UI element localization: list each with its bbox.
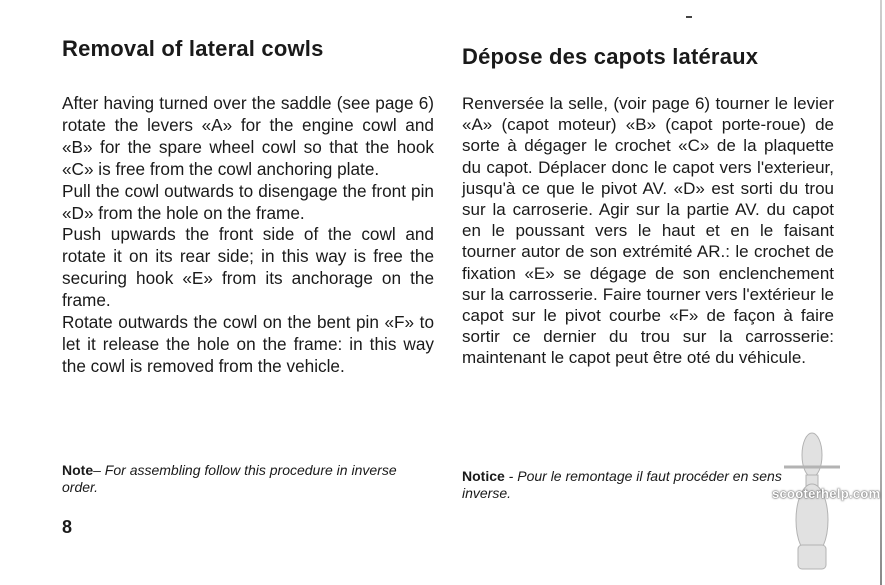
french-heading: Dépose des capots latéraux bbox=[462, 44, 759, 69]
english-note-label: Note bbox=[62, 462, 94, 478]
english-paragraph-4: Rotate outwards the cowl on the bent pin «F» to let it release the hole on the frame: in this way the cowl is removed from the vehicle. bbox=[62, 312, 434, 376]
scan-mark bbox=[686, 16, 692, 18]
english-body bbox=[62, 93, 434, 378]
french-body bbox=[462, 93, 834, 369]
english-paragraph-2: Pull the cowl outwards to disengage the front pin «D» from the hole on the frame. bbox=[62, 180, 434, 223]
english-column bbox=[62, 36, 434, 378]
english-paragraph-1: After having turned over the saddle (see page 6) rotate the levers «A» for the engine cowl and «B» for the spare wheel cowl so that the hook «C» is free from the cowl anchoring plate. bbox=[62, 93, 434, 179]
english-heading: Removal of lateral cowls bbox=[62, 36, 324, 61]
french-column bbox=[462, 36, 834, 369]
english-paragraph-3: Push upwards the front side of the cowl and rotate it on its rear side; in this way is free the securing hook «E» from its anchorage on the frame. bbox=[62, 224, 434, 311]
french-paragraph-1: Renversée la selle, (voir page 6) tourner le levier «A» (capot moteur) «B» (capot porte-roue) de sorte à dégager le crochet «C» de la plaquette du capot. Déplacer donc le capot vers l'exterieur, jusqu'à ce que le pivot AV. «D» est sorti du trou sur la carroserie. Agir sur la partie AV. du capot en le poussant vers le haut et en le faisant tourner autor de son extrémité AR.: le crochet de fixation «E» se dégage de son enclenchement sur la carrosserie. Faire tourner vers l'extérieur le capot sur le pivot courbe «F» de façon à faire sortir ce dernier du trou sur la carrosserie: maintenant le capot peut être oté du véhicule. bbox=[462, 94, 834, 368]
french-note-text: - Pour le remontage il faut procéder en sens inverse. bbox=[462, 468, 782, 501]
page-number: 8 bbox=[62, 517, 73, 537]
english-note-text: – For assembling follow this procedure in inverse order. bbox=[62, 462, 397, 495]
french-note-label: Notice bbox=[462, 468, 505, 484]
watermark-text: scooterhelp.com bbox=[772, 486, 881, 501]
english-note bbox=[62, 462, 432, 496]
